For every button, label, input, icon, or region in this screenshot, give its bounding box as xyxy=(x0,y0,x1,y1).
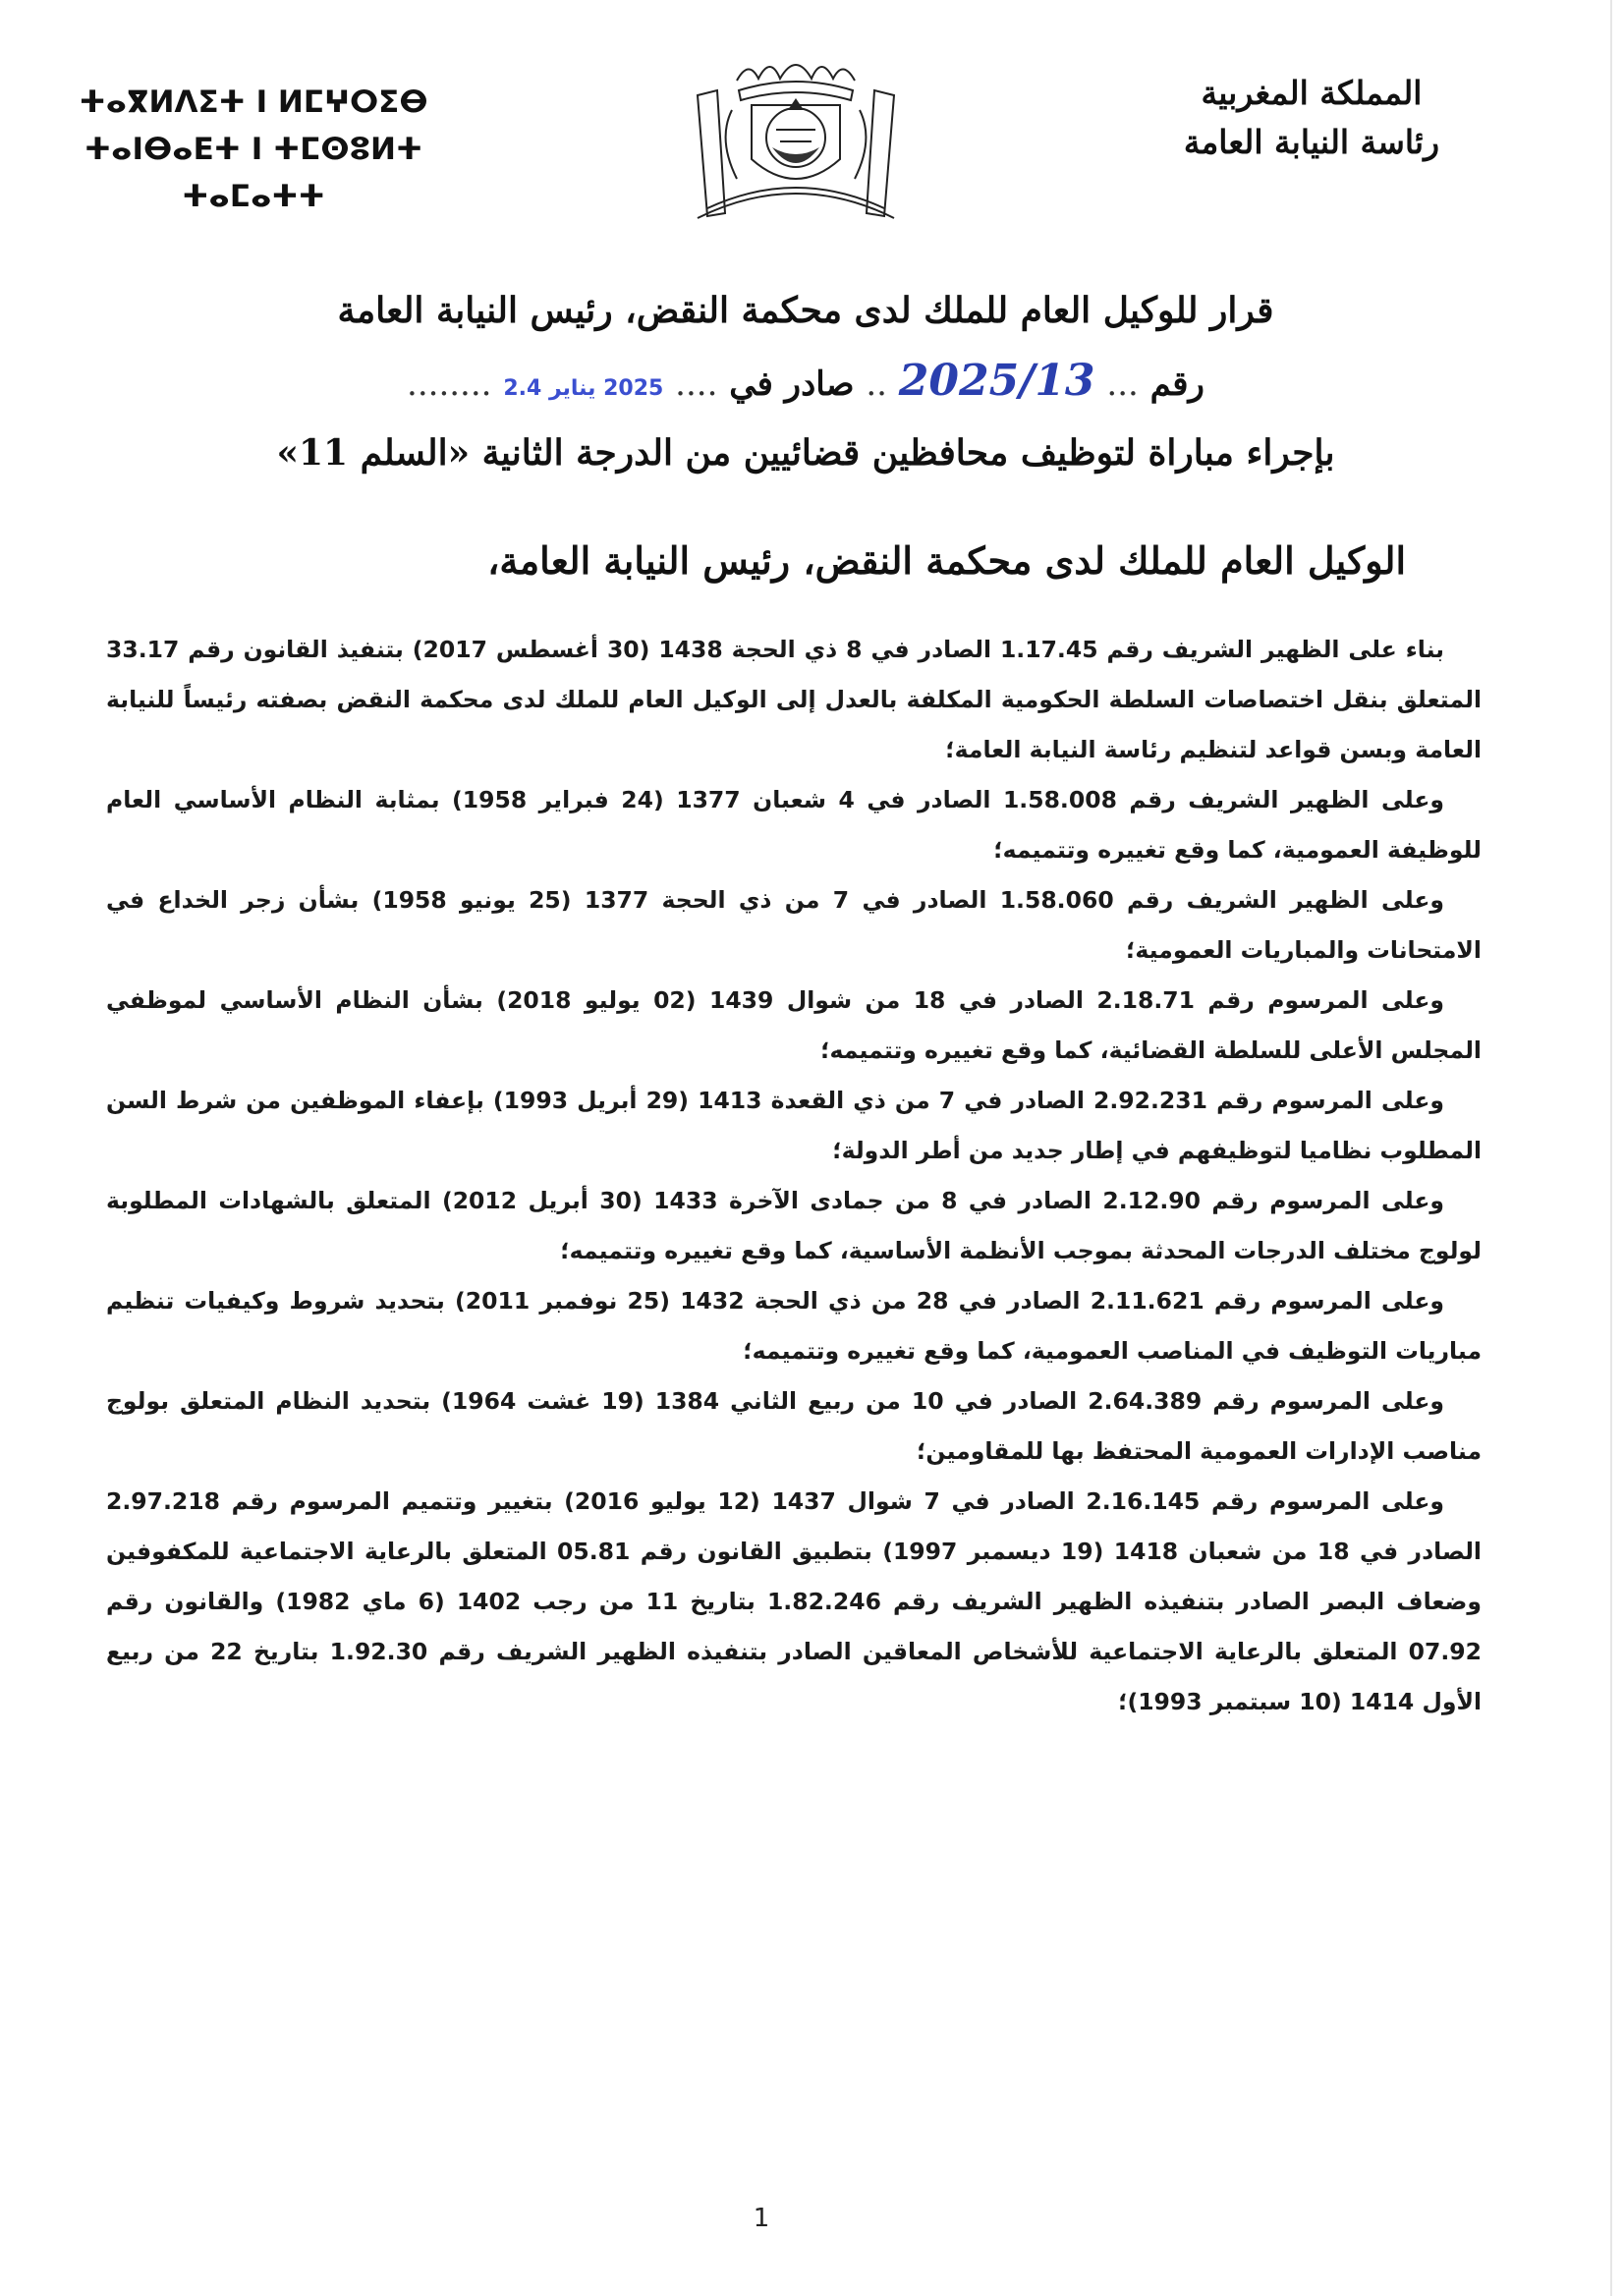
paragraph: وعلى الظهير الشريف رقم 1.58.008 الصادر في 4 شعبان 1377 (24 فبراير 1958) بمثابة النظام الأساسي العام للوظيفة العمومية، كما وقع تغييره وتتميمه؛ xyxy=(106,786,1482,864)
document-body xyxy=(106,625,1482,1727)
issued-label: صادر في xyxy=(729,364,855,404)
page-edge xyxy=(1610,0,1612,2296)
paragraph: بناء على الظهير الشريف رقم 1.17.45 الصادر في 8 ذي الحجة 1438 (30 أغسطس 2017) بتنفيذ القانون رقم 33.17 المتعلق بنقل اختصاصات السلطة الحكومية المكلفة بالعدل إلى الوكيل العام للملك لدى محكمة النقض بصفته رئيساً للنيابة العامة وبسن قواعد لتنظيم رئاسة النيابة العامة؛ xyxy=(106,636,1482,763)
tifinagh-header xyxy=(28,79,479,220)
paragraph: وعلى المرسوم رقم 2.16.145 الصادر في 7 شوال 1437 (12 يوليو 2016) بتغيير وتتميم المرسوم رقم 2.97.218 الصادر في 18 من شعبان 1418 (19 ديسمبر 1997) بتطبيق القانون رقم 05.81 المتعلق بالرعاية الاجتماعية للمكفوفين وضعاف البصر الصادر بتنفيذه الظهير الشريف رقم 1.82.246 بتاريخ 11 من رجب 1402 (6 ماي 1982) والقانون رقم 07.92 المتعلق بالرعاية الاجتماعية للأشخاص المعاقين الصادر بتنفيذه الظهير الشريف رقم 1.92.30 بتاريخ 22 من ربيع الأول 1414 (10 سبتمبر 1993)؛ xyxy=(106,1487,1482,1715)
tifinagh-line-2: ⵜⴰⵏⴱⴰⴹⵜ ⵏ ⵜⵎⵙⵓⵍⵜ ⵜⴰⵎⴰⵜⵜ xyxy=(84,132,423,214)
paragraph: وعلى الظهير الشريف رقم 1.58.060 الصادر في 7 من ذي الحجة 1377 (25 يونيو 1958) بشأن زجر الخداع في الامتحانات والمباريات العمومية؛ xyxy=(106,886,1482,964)
number-label: رقم xyxy=(1149,364,1204,404)
dotted-leader: ........ xyxy=(407,364,492,404)
arabic-header xyxy=(1105,69,1518,167)
decision-subject: بإجراء مباراة لتوظيف محافظين قضائيين من الدرجة الثانية «السلم 11» xyxy=(276,432,1335,474)
issuer-heading: الوكيل العام للملك لدى محكمة النقض، رئيس النيابة العامة، xyxy=(487,538,1406,583)
page-number: 1 xyxy=(753,2204,770,2233)
coat-of-arms-emblem xyxy=(678,51,914,223)
decision-number-handwritten: 2025/13 xyxy=(898,356,1095,406)
dotted-leader: ... xyxy=(1106,364,1139,404)
arabic-header-line-2: رئاسة النيابة العامة xyxy=(1183,123,1440,161)
decision-number-line xyxy=(177,356,1434,406)
paragraph: وعلى المرسوم رقم 2.64.389 الصادر في 10 من ربيع الثاني 1384 (19 غشت 1964) بتحديد النظام المتعلق بولوج مناصب الإدارات العمومية المحتفظ بها للمقاومين؛ xyxy=(106,1387,1482,1465)
paragraph: وعلى المرسوم رقم 2.11.621 الصادر في 28 من ذي الحجة 1432 (25 نوفمبر 2011) بتحديد شروط وكيفيات تنظيم مباريات التوظيف في المناصب العمومية، كما وقع تغييره وتتميمه؛ xyxy=(106,1287,1482,1365)
paragraph: وعلى المرسوم رقم 2.12.90 الصادر في 8 من جمادى الآخرة 1433 (30 أبريل 2012) المتعلق بالشهادات المطلوبة لولوج مختلف الدرجات المحدثة بموجب الأنظمة الأساسية، كما وقع تغييره وتتميمه؛ xyxy=(106,1187,1482,1264)
dotted-leader: .. xyxy=(866,364,887,404)
paragraph: وعلى المرسوم رقم 2.18.71 الصادر في 18 من شوال 1439 (02 يوليو 2018) بشأن النظام الأساسي لموظفي المجلس الأعلى للسلطة القضائية، كما وقع تغييره وتتميمه؛ xyxy=(106,986,1482,1064)
arabic-header-line-1: المملكة المغربية xyxy=(1201,74,1423,112)
tifinagh-line-1: ⵜⴰⴳⵍⴷⵉⵜ ⵏ ⵍⵎⵖⵔⵉⴱ xyxy=(79,84,428,120)
dotted-leader: .... xyxy=(675,364,718,404)
decision-title: قرار للوكيل العام للملك لدى محكمة النقض، رئيس النيابة العامة xyxy=(337,290,1274,331)
date-stamp: 2025 يناير 2.4 xyxy=(503,376,664,401)
paragraph: وعلى المرسوم رقم 2.92.231 الصادر في 7 من ذي القعدة 1413 (29 أبريل 1993) بإعفاء الموظفين من شرط السن المطلوب نظاميا لتوظيفهم في إطار جديد من أطر الدولة؛ xyxy=(106,1087,1482,1164)
